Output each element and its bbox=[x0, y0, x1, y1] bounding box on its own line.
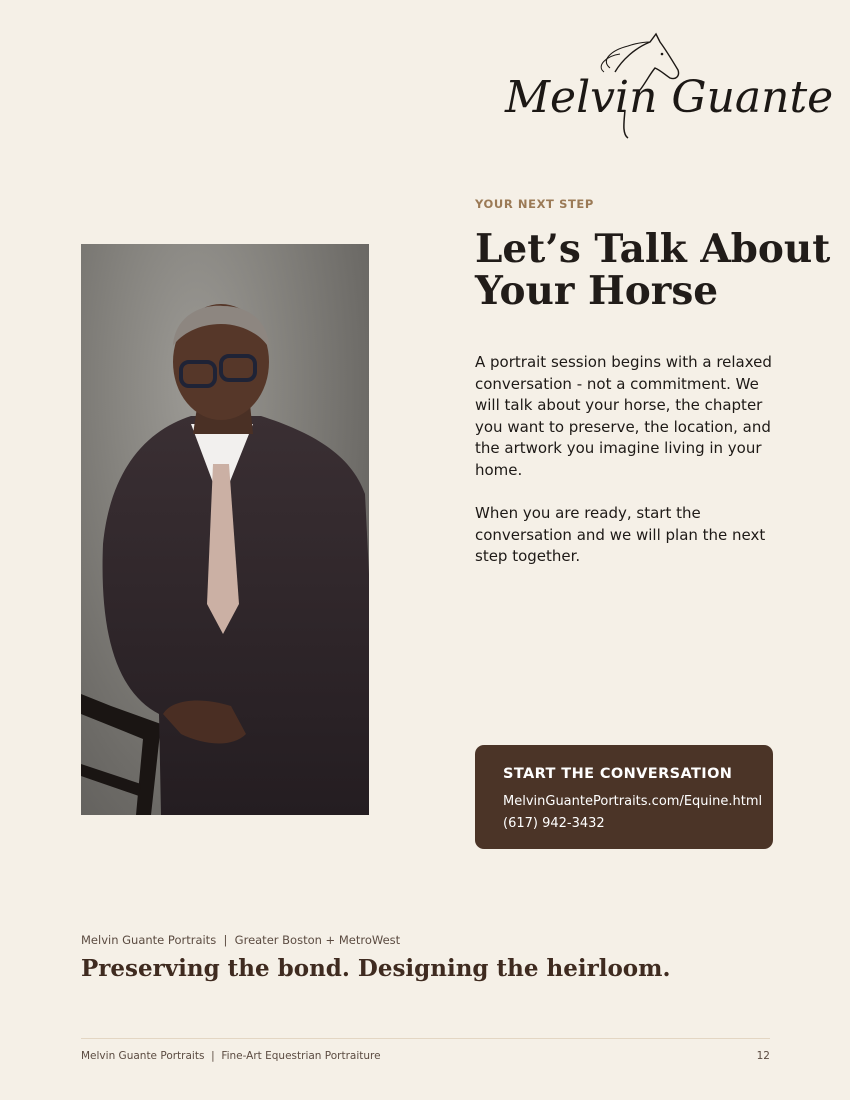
page-footer bbox=[81, 1050, 770, 1062]
intro-paragraph-2: When you are ready, start the conversation and we will plan the next step together. bbox=[475, 504, 766, 566]
section-eyebrow: YOUR NEXT STEP bbox=[475, 197, 594, 211]
title-line-1: Let’s Talk About bbox=[475, 226, 831, 272]
footer-text: Melvin Guante Portraits | Fine-Art Equestrian Portraiture bbox=[81, 1050, 381, 1062]
cta-website-link[interactable]: MelvinGuantePortraits.com/Equine.html bbox=[503, 794, 763, 809]
horse-logo-icon bbox=[500, 30, 834, 145]
page-number: 12 bbox=[756, 1050, 770, 1062]
studio-meta: Melvin Guante Portraits | Greater Boston + MetroWest bbox=[81, 933, 401, 947]
title-line-2: Your Horse bbox=[475, 268, 719, 314]
cta-title: START THE CONVERSATION bbox=[503, 766, 733, 782]
portrait-photo bbox=[81, 244, 369, 815]
cta-phone-link[interactable]: (617) 942-3432 bbox=[503, 816, 605, 831]
intro-body bbox=[475, 352, 775, 590]
intro-paragraph-1: A portrait session begins with a relaxed conversation - not a commitment. We will talk about your horse, the chapter you want to preserve, the location, and the artwork you imagine living in your home. bbox=[475, 353, 772, 479]
footer-divider bbox=[81, 1038, 770, 1039]
tagline: Preserving the bond. Designing the heirloom. bbox=[81, 955, 671, 982]
contact-cta-card[interactable] bbox=[475, 745, 773, 849]
logo-wordmark: Melvin Guante bbox=[505, 72, 834, 123]
brand-logo bbox=[500, 30, 834, 145]
page-title bbox=[475, 228, 845, 312]
